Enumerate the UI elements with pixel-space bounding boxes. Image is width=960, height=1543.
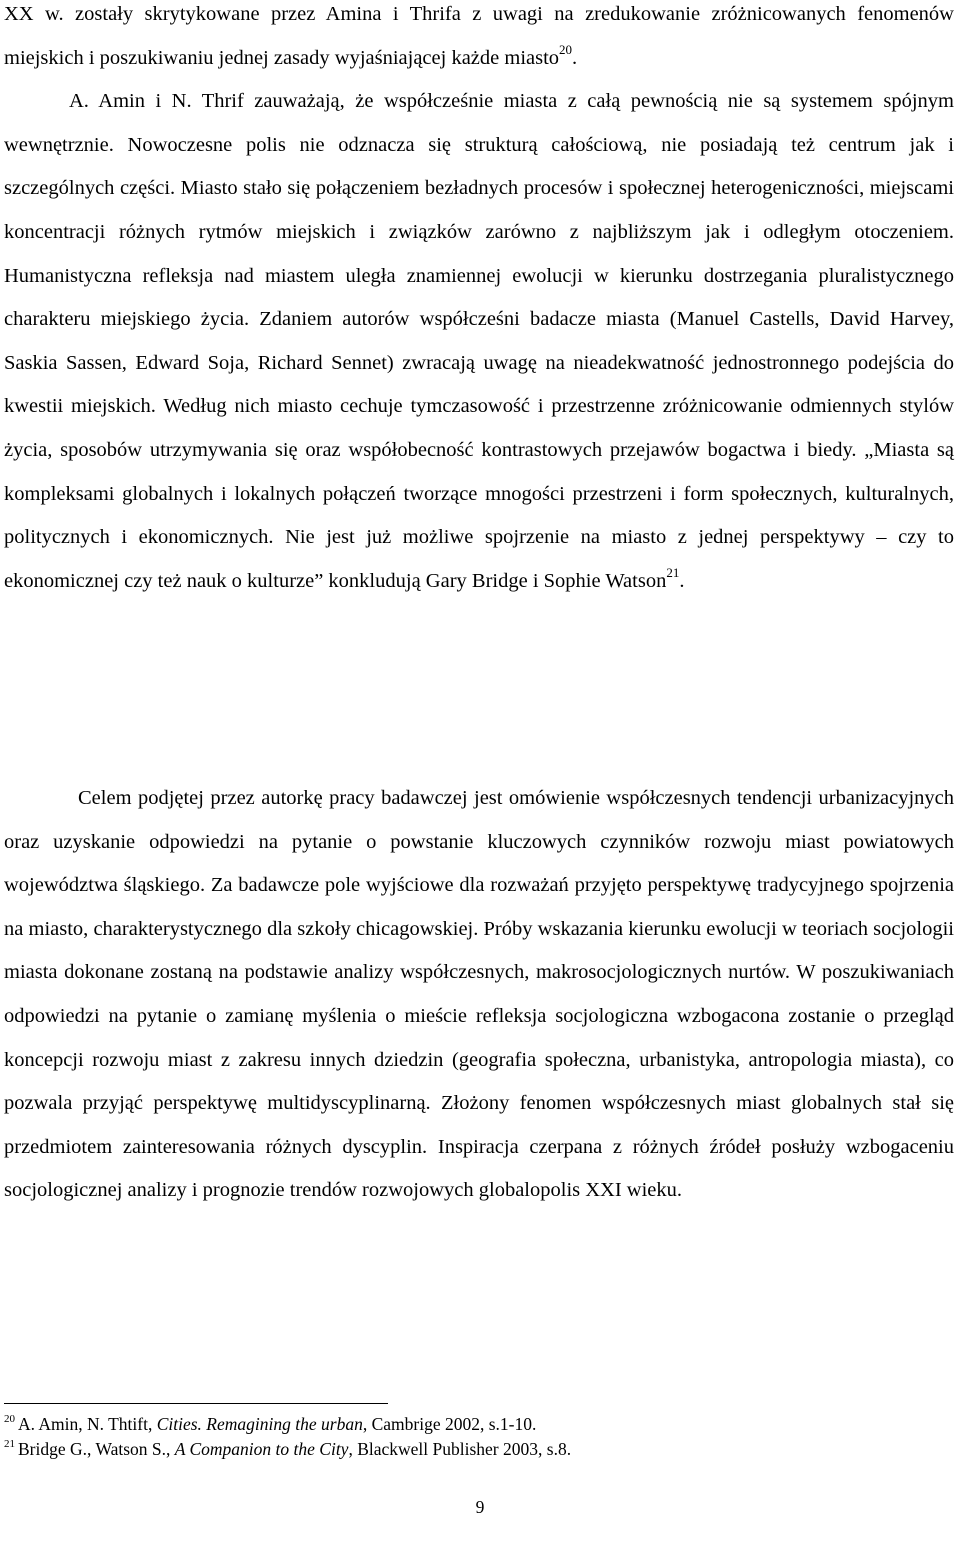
footnote-text: , Cambrige 2002, s.1-10. <box>362 1414 537 1434</box>
footnote-ref-20: 20 <box>559 41 573 57</box>
paragraph-2: Celem podjętej przez autorkę pracy badawczej jest omówienie współczesnych tendencji urbanizacyjnych oraz uzyskanie odpowiedzi na pytanie o powstanie kluczowych czynników rozwoju miast powiatowych województwa śląskiego. Za badawcze pole wyjściowe dla rozważań przyjęto perspektywę tradycyjnego spojrzenia na miasto, charakterystycznego dla szkoły chicagowskiej. Próby wskazania kierunku ewolucji w teoriach socjologii miasta dokonane zostaną na podstawie analizy współczesnych, makrosocjologicznych nurtów. W poszukiwaniach odpowiedzi na pytanie o zamianę myślenia o mieście refleksja socjologiczna wzbogacona zostanie o przegląd koncepcji rozwoju miast z zakresu innych dziedzin (geografia społeczna, urbanistyka, antropologia miasta), co pozwala przyjąć perspektywę multidyscyplinarną. Złożony fenomen współczesnych miast globalnych stał się przedmiotem zainteresowania różnych dyscyplin. Inspiracja czerpana z różnych źródeł posłuży wzbogaceniu socjologicznej analizy i prognozie trendów rozwojowych globalopolis XXI wieku. <box>4 787 954 1202</box>
footnote-title: A Companion to the City <box>174 1439 349 1459</box>
footnote-text: Bridge G., Watson S., <box>18 1439 175 1459</box>
footnote-title: Cities. Remagining the urban <box>156 1414 363 1434</box>
footnote-ref-21: 21 <box>666 564 680 580</box>
paragraph-1 <box>4 0 954 603</box>
paragraph-1-punct-2: . <box>679 569 685 592</box>
footnote-20 <box>4 1412 954 1437</box>
footnote-21 <box>4 1437 954 1462</box>
footnote-text: , Blackwell Publisher 2003, s.8. <box>348 1439 572 1459</box>
footnote-number: 21 <box>4 1438 15 1451</box>
footnote-divider <box>4 1403 388 1404</box>
page-number: 9 <box>475 1497 485 1517</box>
paragraph-1-sentence-1: XX w. zostały skrytykowane przez Amina i Thrifa z uwagi na zredukowanie zróżnicowanych fenomenów miejskich i poszukiwaniu jednej zasady wyjaśniającej każde miasto <box>4 3 954 69</box>
footnote-number: 20 <box>4 1413 15 1426</box>
paragraph-1-punct-1: . <box>572 46 578 69</box>
footnote-text: A. Amin, N. Thtift, <box>18 1414 157 1434</box>
footnotes <box>4 1412 954 1462</box>
paragraph-1-body: A. Amin i N. Thrif zauważają, że współcześnie miasta z całą pewnością nie są systemem spójnym wewnętrznie. Nowoczesne polis nie odznacza się strukturą całościową, nie posiadają też centrum jak i szczególnych części. Miasto stało się połączeniem bezładnych procesów i społecznej heterogeniczności, miejscami koncentracji różnych rytmów miejskich i związków zarówno z najbliższym jak i odległym otoczeniem. Humanistyczna refleksja nad miastem uległa znamiennej ewolucji w kierunku dostrzegania pluralistycznego charakteru miejskiego życia. Zdaniem autorów współcześni badacze miasta (Manuel Castells, David Harvey, Saskia Sassen, Edward Soja, Richard Sennet) zwracają uwagę na nieadekwatność jednostronnego podejścia do kwestii miejskich. Według nich miasto cechuje tymczasowość i przestrzenne zróżnicowanie odmiennych stylów życia, sposobów utrzymywania się oraz współobecność kontrastowych przejawów bogactwa i biedy. „Miasta są kompleksami globalnych i lokalnych połączeń tworzące mnogości przestrzeni i form społecznych, kulturalnych, politycznych i ekonomicznych. Nie jest już możliwe spojrzenie na miasto z jednej perspektywy – czy to ekonomicznej czy też nauk o kulturze” konkludują Gary Bridge i Sophie Watson <box>4 90 954 592</box>
